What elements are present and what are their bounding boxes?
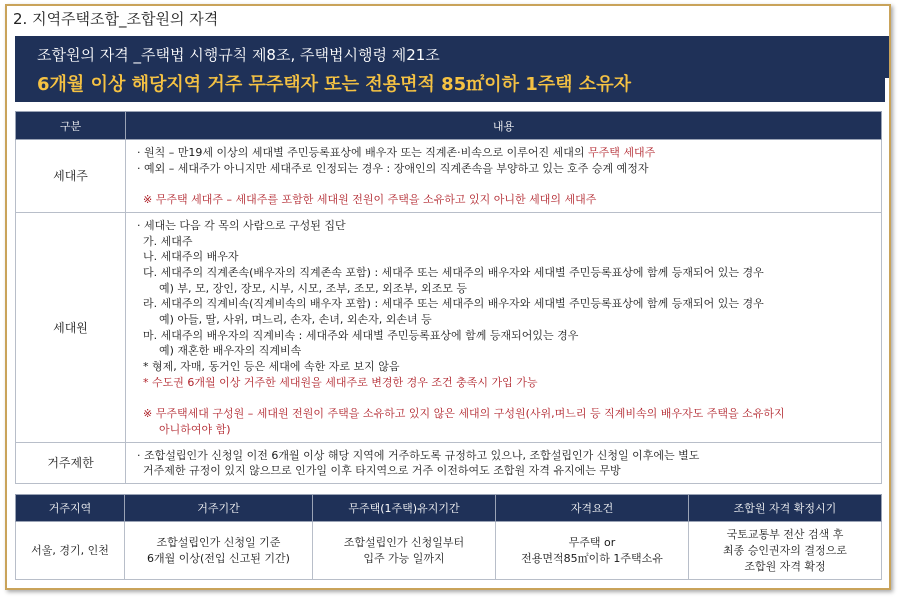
content-line	[137, 406, 874, 422]
row-label: 거주제한	[16, 442, 126, 483]
content-line	[137, 448, 874, 464]
content-line	[137, 249, 874, 265]
summary-cell-line: 조합설립인가 신청일부터	[343, 535, 465, 549]
content-text: 나. 세대주의 배우자	[143, 250, 239, 264]
content-line	[137, 328, 874, 344]
content-line	[137, 391, 874, 407]
row-content	[126, 442, 882, 483]
page-title: 2. 지역주택조합_조합원의 자격	[13, 10, 219, 28]
highlight-text: 무주택 세대주	[587, 146, 656, 159]
summary-header-holding: 무주택(1주택)유지기간	[313, 495, 496, 522]
highlight-text: 아니하여야 함)	[159, 422, 231, 436]
summary-row	[16, 522, 882, 580]
banner-accent-bar	[885, 78, 889, 102]
summary-header-confirm: 조합원 자격 확정시기	[689, 495, 882, 522]
banner-headline: 6개월 이상 해당지역 거주 무주택자 또는 전용면적 85㎡이하 1주택 소유자	[37, 74, 631, 95]
summary-cell	[125, 522, 313, 580]
table-row	[16, 442, 882, 483]
summary-cell-line: 조합설립인가 신청일 기준	[156, 535, 281, 549]
content-text: 다. 세대주의 직계존속(배우자의 직계존속 포함) : 세대주 또는 세대주의 배우자와 세대별 주민등록표상에 함께 등재되어 있는 경우	[143, 265, 764, 279]
content-line	[137, 218, 874, 234]
content-text: * 형제, 자매, 동거인 등은 세대에 속한 자로 보지 않음	[143, 360, 400, 374]
content-line	[137, 312, 874, 328]
content-line	[137, 422, 874, 438]
title-banner	[15, 36, 889, 102]
content-text: 예) 부, 모, 장인, 장모, 시부, 시모, 조부, 조모, 외조부, 외조모 등	[159, 281, 467, 295]
table-header-row	[16, 112, 882, 140]
content-line	[137, 296, 874, 312]
summary-cell	[16, 522, 125, 580]
banner-subtitle: 조합원의 자격 _주택법 시행규칙 제8조, 주택법시행령 제21조	[37, 46, 440, 64]
summary-cell	[313, 522, 496, 580]
content-line	[137, 281, 874, 297]
highlight-text: * 수도권 6개월 이상 거주한 세대원을 세대주로 변경한 경우 조건 충족시 가입 가능	[143, 375, 538, 389]
content-text: 예) 재혼한 배우자의 직계비속	[159, 344, 302, 358]
content-line	[137, 343, 874, 359]
summary-cell-line: 서울, 경기, 인천	[31, 543, 109, 557]
summary-header-requirement: 자격요건	[496, 495, 689, 522]
summary-header-region: 거주지역	[16, 495, 125, 522]
content-text: 라. 세대주의 직계비속(직계비속의 배우자 포함) : 세대주 또는 세대주의 배우자와 세대별 주민등록표상에 함께 등재되어 있는 경우	[143, 297, 764, 311]
content-line	[137, 145, 874, 161]
row-label: 세대주	[16, 140, 126, 213]
content-line	[137, 463, 874, 479]
summary-cell	[496, 522, 689, 580]
summary-cell-line: 입주 가능 일까지	[363, 551, 445, 565]
summary-cell-line: 6개월 이상(전입 신고된 기간)	[147, 551, 290, 565]
summary-cell-line: 조합원 자격 확정	[744, 559, 826, 573]
table-row	[16, 140, 882, 213]
content-line	[137, 234, 874, 250]
row-content	[126, 212, 882, 442]
content-text: 예) 아들, 딸, 사위, 며느리, 손자, 손녀, 외손자, 외손녀 등	[159, 313, 432, 327]
content-text: · 원칙 – 만19세 이상의 세대별 주민등록표상에 배우자 또는 직계존·비속으로 이루어진 세대의	[137, 146, 588, 159]
content-text: · 세대는 다음 각 목의 사람으로 구성된 집단	[137, 218, 346, 232]
qualification-table	[15, 111, 882, 484]
highlight-text: ※ 무주택세대 구성원 – 세대원 전원이 주택을 소유하고 있지 않은 세대의 구성원(사위,며느리 등 직계비속의 배우자도 주택을 소유하지	[143, 407, 785, 421]
content-text: · 예외 – 세대주가 아니지만 세대주로 인정되는 경우 : 장애인의 직계존속을 부양하고 있는 호주 승계 예정자	[137, 161, 649, 175]
content-line	[137, 375, 874, 391]
summary-header-row	[16, 495, 882, 522]
row-content	[126, 140, 882, 213]
header-content: 내용	[126, 112, 882, 140]
summary-cell-line: 최종 승인권자의 결정으로	[723, 543, 847, 557]
summary-cell-line: 무주택 or	[568, 535, 616, 549]
summary-cell	[689, 522, 882, 580]
header-category: 구분	[16, 112, 126, 140]
content-line	[137, 161, 874, 177]
content-text: 가. 세대주	[143, 234, 193, 248]
content-line	[137, 176, 874, 192]
summary-cell-line: 전용면적85㎡이하 1주택소유	[521, 551, 663, 565]
content-text: · 조합설립인가 신청일 이전 6개월 이상 해당 지역에 거주하도록 규정하고 있으나, 조합설립인가 신청일 이후에는 별도	[137, 448, 700, 462]
content-line	[137, 359, 874, 375]
summary-cell-line: 국토교통부 전산 검색 후	[726, 527, 844, 541]
table-row	[16, 212, 882, 442]
highlight-text: ※ 무주택 세대주 – 세대주를 포함한 세대원 전원이 주택을 소유하고 있지 아니한 세대의 세대주	[143, 193, 597, 207]
summary-table	[15, 494, 882, 580]
summary-header-period: 거주기간	[125, 495, 313, 522]
content-text: 거주제한 규정이 있지 않으므로 인가일 이후 타지역으로 거주 이전하여도 조합원 자격 유지에는 무방	[143, 464, 621, 478]
content-line	[137, 265, 874, 281]
row-label: 세대원	[16, 212, 126, 442]
content-text: 마. 세대주의 배우자의 직계비속 : 세대주와 세대별 주민등록표상에 함께 등재되어있는 경우	[143, 328, 579, 342]
content-line	[137, 192, 874, 208]
